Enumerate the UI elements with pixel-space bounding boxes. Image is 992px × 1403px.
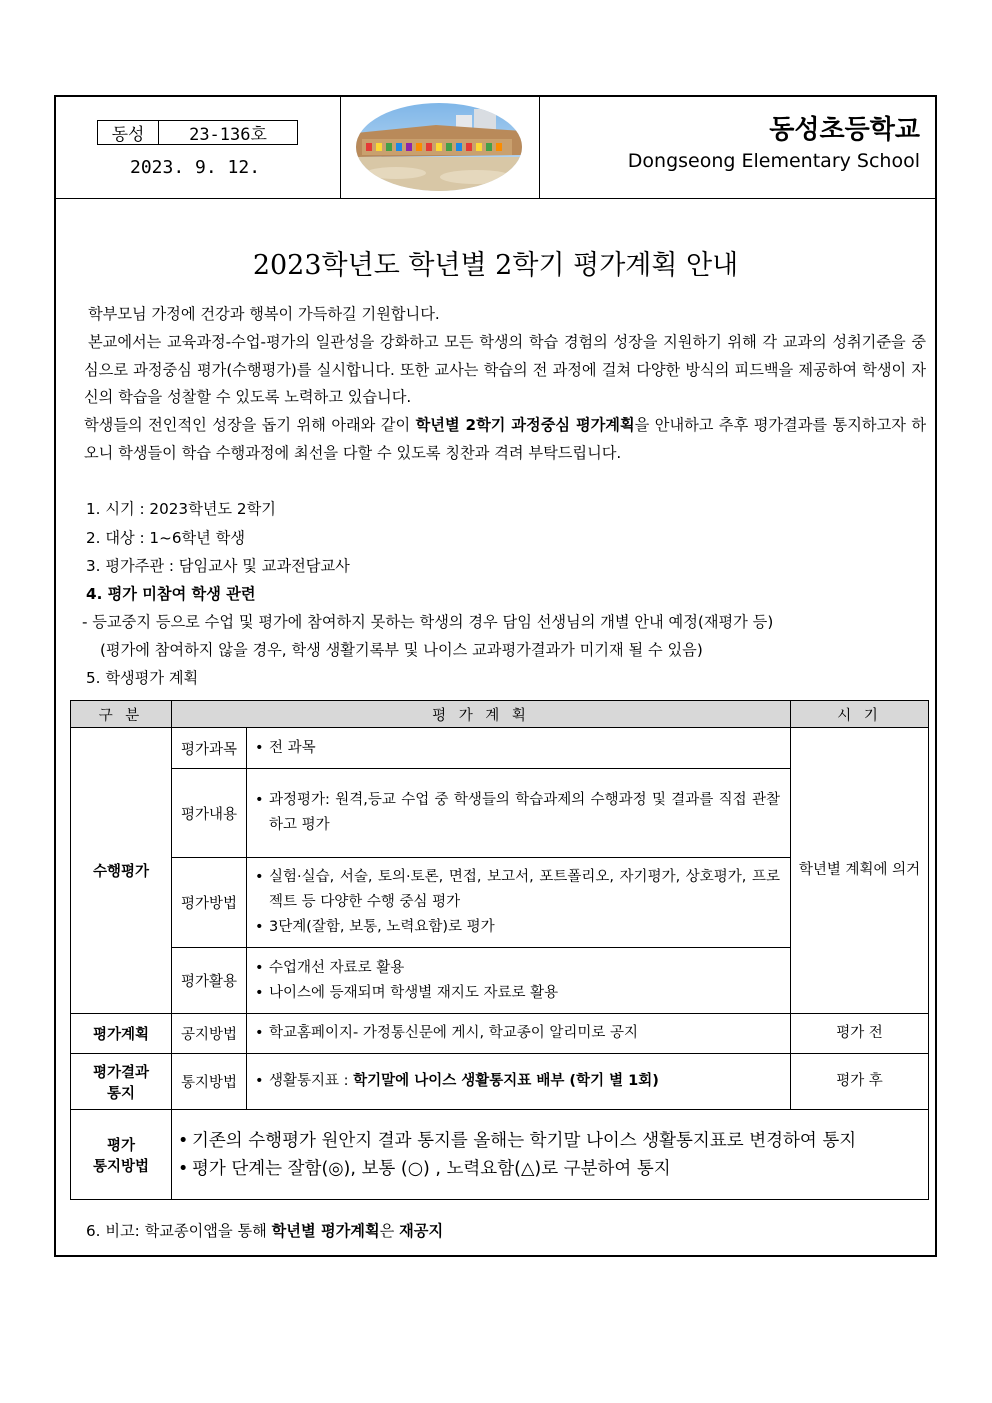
table-row bbox=[71, 1014, 929, 1054]
row-content: • 전 과목 bbox=[247, 728, 791, 769]
result-category: 평가결과 통지 bbox=[71, 1054, 172, 1110]
school-name-korean: 동성초등학교 bbox=[769, 115, 920, 145]
list-item-4-desc: - 등교중지 등으로 수업 및 평가에 참여하지 못하는 학생의 경우 담임 선생님의 개별 안내 예정(재평가 등) bbox=[82, 613, 774, 631]
intro-greeting: 학부모님 가정에 건강과 행복이 가득하길 기원합니다. bbox=[88, 305, 440, 323]
intro-p3-bold: 학년별 2학기 과정중심 평가계획 bbox=[415, 416, 635, 434]
doc-number-box bbox=[97, 120, 298, 145]
performance-category: 수행평가 bbox=[71, 728, 172, 1014]
plan-category: 평가계획 bbox=[71, 1014, 172, 1054]
school-building-photo bbox=[356, 103, 522, 191]
result-timing: 평가 후 bbox=[791, 1054, 929, 1110]
row-label: 평가방법 bbox=[172, 858, 247, 948]
row-label: 평가활용 bbox=[172, 948, 247, 1014]
header-category: 구 분 bbox=[71, 701, 172, 728]
remarks-note: 6. 비고: 학교종이앱을 통해 학년별 평가계획은 재공지 bbox=[86, 1222, 444, 1240]
table-header-row bbox=[71, 701, 929, 728]
doc-number: 23-136호 bbox=[189, 125, 267, 145]
list-item-5: 5. 학생평가 계획 bbox=[86, 669, 199, 687]
row-content: • 생활통지표 : 학기말에 나이스 생활통지표 배부 (학기 별 1회) bbox=[247, 1054, 791, 1110]
table-row bbox=[71, 728, 929, 769]
doc-info-cell bbox=[56, 97, 341, 198]
list-item-2: 2. 대상 : 1~6학년 학생 bbox=[86, 529, 245, 547]
row-content: • 과정평가: 원격,등교 수업 중 학생들의 학습과제의 수행과정 및 결과를 직접 관찰하고 평가 bbox=[247, 769, 791, 858]
header-plan: 평 가 계 획 bbox=[172, 701, 791, 728]
plan-timing: 평가 전 bbox=[791, 1014, 929, 1054]
row-label: 평가과목 bbox=[172, 728, 247, 769]
list-item-3: 3. 평가주관 : 담임교사 및 교과전담교사 bbox=[86, 557, 350, 575]
intro-p3-text-b: 을 안내하고 추후 평가결과를 통지하고자 하오니 학생들이 학습 수행과정에 최선을 다할 수 있도록 칭찬과 격려 부탁드립니다. bbox=[84, 416, 927, 462]
intro-p3-text-a: 학생들의 전인적인 성장을 돕기 위해 아래와 같이 bbox=[84, 416, 416, 434]
list-item-4: 4. 평가 미참여 학생 관련 bbox=[86, 585, 256, 603]
list-item-1: 1. 시기 : 2023학년도 2학기 bbox=[86, 500, 276, 518]
performance-timing: 학년별 계획에 의거 bbox=[791, 728, 929, 1014]
table-row bbox=[71, 1054, 929, 1110]
official-letter bbox=[54, 95, 937, 1257]
doc-date: 2023. 9. 12. bbox=[130, 157, 261, 178]
evaluation-plan-table bbox=[70, 700, 929, 1200]
header-timing: 시 기 bbox=[791, 701, 929, 728]
row-label: 통지방법 bbox=[172, 1054, 247, 1110]
row-content: • 수업개선 자료로 활용 • 나이스에 등재되며 학생별 재지도 자료로 활용 bbox=[247, 948, 791, 1014]
row-content: • 실험·실습, 서술, 토의·토론, 면접, 보고서, 포트폴리오, 자기평가, 상호평가, 프로젝트 등 다양한 수행 중심 평가 • 3단계(잘함, 보통, 노력요함)로 평가 bbox=[247, 858, 791, 948]
document-title: 2023학년도 학년별 2학기 평가계획 안내 bbox=[252, 250, 739, 281]
letter-header bbox=[56, 97, 935, 199]
row-label: 공지방법 bbox=[172, 1014, 247, 1054]
row-label: 평가내용 bbox=[172, 769, 247, 858]
notify-category: 평가 통지방법 bbox=[71, 1110, 172, 1200]
notify-content: • 기존의 수행평가 원안지 결과 통지를 올해는 학기말 나이스 생활통지표로 변경하여 통지 • 평가 단계는 잘함(◎), 보통 (○) , 노력요함(△)로 구분하여 통지 bbox=[172, 1110, 929, 1200]
row-content: • 학교홈페이지- 가정통신문에 게시, 학교종이 알리미로 공지 bbox=[247, 1014, 791, 1054]
school-name-english: Dongseong Elementary School bbox=[627, 150, 920, 172]
list-item-4-note: (평가에 참여하지 않을 경우, 학생 생활기록부 및 나이스 교과평가결과가 미기재 될 수 있음) bbox=[100, 641, 703, 659]
doc-prefix: 동성 bbox=[98, 121, 159, 144]
intro-paragraph-3 bbox=[84, 412, 926, 467]
intro-paragraph-2: 본교에서는 교육과정-수업-평가의 일관성을 강화하고 모든 학생의 학습 경험의 성장을 지원하기 위해 각 교과의 성취기준을 중심으로 과정중심 평가(수행평가)를 실시합니다. 또한 교사는 학습의 전 과정에 걸쳐 다양한 방식의 피드백을 제공하여 학생이 자신의 학습을 성찰할 수 있도록 노력하고 있습니다. bbox=[84, 333, 926, 406]
school-name-cell bbox=[540, 97, 935, 198]
school-photo-cell bbox=[341, 97, 540, 198]
table-row bbox=[71, 1110, 929, 1200]
